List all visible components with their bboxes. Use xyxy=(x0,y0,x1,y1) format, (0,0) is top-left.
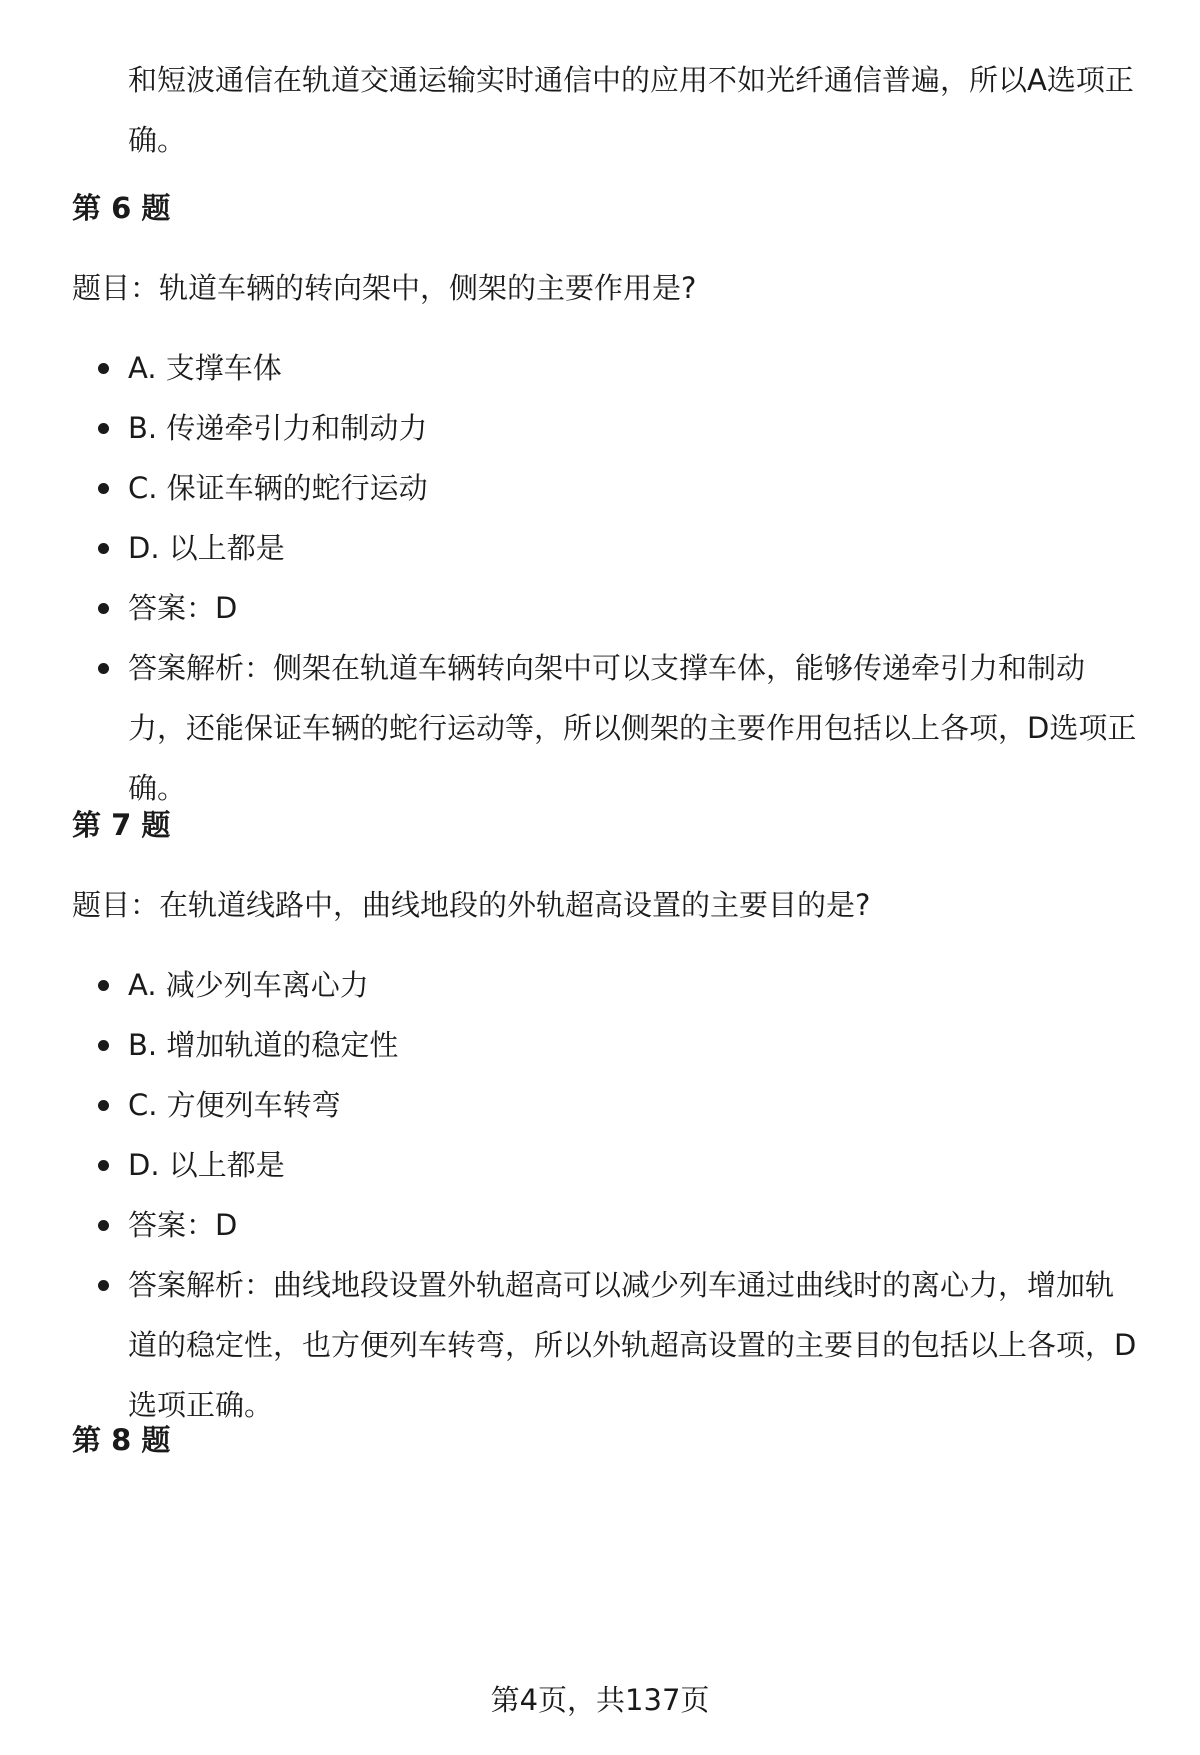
option-item xyxy=(0,398,1138,458)
option-item xyxy=(0,1135,1138,1195)
option-text: A. 减少列车离心力 xyxy=(128,968,369,1002)
option-item xyxy=(0,955,1138,1015)
option-text: C. 保证车辆的蛇行运动 xyxy=(128,471,428,505)
answer-text: 答案：D xyxy=(128,1208,238,1242)
option-item xyxy=(0,518,1138,578)
option-text: B. 传递牵引力和制动力 xyxy=(128,411,428,445)
bullet-icon xyxy=(98,363,109,374)
option-text: D. 以上都是 xyxy=(128,1148,285,1182)
option-item xyxy=(0,1075,1138,1135)
bullet-icon xyxy=(98,483,109,494)
option-item xyxy=(0,458,1138,518)
bullet-icon xyxy=(98,603,109,614)
question-6-heading: 第 6 题 xyxy=(72,191,171,225)
bullet-icon xyxy=(98,663,109,674)
option-text: A. 支撑车体 xyxy=(128,351,282,385)
bullet-icon xyxy=(98,980,109,991)
option-text: D. 以上都是 xyxy=(128,531,285,565)
question-7-text: 题目：在轨道线路中，曲线地段的外轨超高设置的主要目的是? xyxy=(72,888,871,922)
bullet-icon xyxy=(98,543,109,554)
question-6-options xyxy=(0,338,1200,818)
answer-item xyxy=(0,578,1138,638)
bullet-icon xyxy=(98,1040,109,1051)
continuation-text: 和短波通信在轨道交通运输实时通信中的应用不如光纤通信普遍，所以A选项正确。 xyxy=(128,63,1134,157)
explanation-item xyxy=(0,638,1138,818)
option-text: B. 增加轨道的稳定性 xyxy=(128,1028,399,1062)
explanation-text: 答案解析：侧架在轨道车辆转向架中可以支撑车体，能够传递牵引力和制动力，还能保证车辆的蛇行运动等，所以侧架的主要作用包括以上各项，D选项正确。 xyxy=(128,651,1137,805)
explanation-text: 答案解析：曲线地段设置外轨超高可以减少列车通过曲线时的离心力，增加轨道的稳定性，也方便列车转弯，所以外轨超高设置的主要目的包括以上各项，D选项正确。 xyxy=(128,1268,1137,1422)
bullet-icon xyxy=(98,1100,109,1111)
bullet-icon xyxy=(98,1160,109,1171)
option-item xyxy=(0,338,1138,398)
option-text: C. 方便列车转弯 xyxy=(128,1088,341,1122)
question-7-heading: 第 7 题 xyxy=(72,808,171,842)
question-8-heading: 第 8 题 xyxy=(72,1423,171,1457)
answer-text: 答案：D xyxy=(128,591,238,625)
question-6-text: 题目：轨道车辆的转向架中，侧架的主要作用是? xyxy=(72,271,697,305)
page-number-footer: 第4页，共137页 xyxy=(490,1683,710,1717)
answer-item xyxy=(0,1195,1138,1255)
bullet-icon xyxy=(98,1280,109,1291)
bullet-icon xyxy=(98,423,109,434)
option-item xyxy=(0,1015,1138,1075)
question-7-options xyxy=(0,955,1200,1435)
explanation-item xyxy=(0,1255,1138,1435)
bullet-icon xyxy=(98,1220,109,1231)
